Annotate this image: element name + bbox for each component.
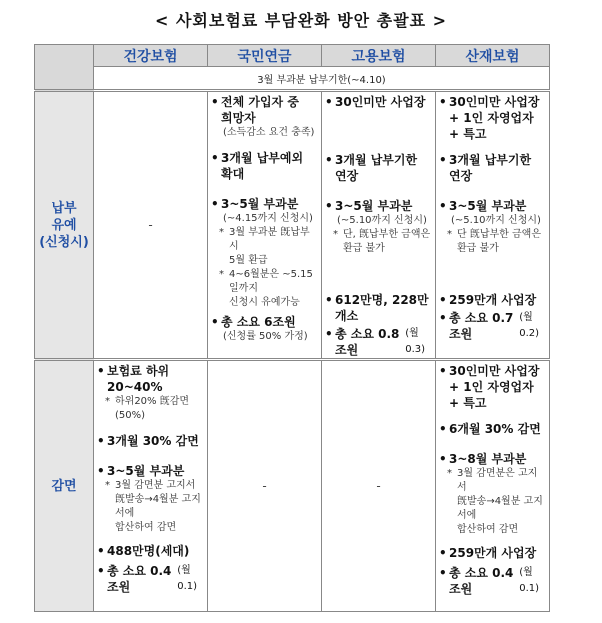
deadline-note: 3월 부과분 납부기한(~4.10) <box>94 67 550 91</box>
reduction-employment: - <box>322 360 436 612</box>
reduction-health: • 보험료 하위 20~40% * 하위20% 旣감면(50%) • 3개월 30% 감면 • 3~5월 부과분 * 3월 감면분 고지서 旣발송→4월분 고지서에 합산하여 감면 • 488만명(세대) • 총 소요 0.4조원 (월0.1) <box>94 360 208 612</box>
reduction-pension: - <box>208 360 322 612</box>
reduction-row <box>35 360 550 612</box>
row-label-deferral: 납부 유예 (신청시) <box>35 91 94 360</box>
deferral-employment: • 30인미만 사업장 • 3개월 납부기한 연장 • 3~5월 부과분 (~5.10까지 신청시) * 단, 旣납부한 금액은 환급 불가 • 612만명, 228만개소 • 총 소요 0.8조원 (월0.3) <box>322 91 436 360</box>
summary-table <box>34 44 550 612</box>
header-pension: 국민연금 <box>208 45 322 67</box>
deferral-accident: • 30인미만 사업장 + 1인 자영업자 + 특고 • 3개월 납부기한 연장 • 3~5월 부과분 (~5.10까지 신청시) * 단 旣납부한 금액은 환급 불가 • 259만개 사업장 • 총 소요 0.7조원 (월0.2) <box>436 91 550 360</box>
deferral-health: - <box>94 91 208 360</box>
deadline-row <box>35 67 550 91</box>
header-accident: 산재보험 <box>436 45 550 67</box>
reduction-accident: • 30인미만 사업장 + 1인 자영업자 + 특고 • 6개월 30% 감면 • 3~8월 부과분 * 3월 감면분은 고지서 旣발송→4월분 고지서에 합산하여 감면 • 259만개 사업장 • 총 소요 0.4조원 (월0.1) <box>436 360 550 612</box>
header-health: 건강보험 <box>94 45 208 67</box>
header-employment: 고용보험 <box>322 45 436 67</box>
deferral-pension: • 전체 가입자 중 희망자 (소득감소 요건 충족) • 3개월 납부예외 확대 • 3~5월 부과분 (~4.15까지 신청시) * 3월 부과분 旣납부시 5월 환급 * 4~6월분은 ~5.15일까지 신청시 유예가능 • 총 소요 6조원 (신청률 50% 가정) <box>208 91 322 360</box>
header-row <box>35 45 550 67</box>
corner-cell <box>35 45 94 91</box>
row-label-reduction: 감면 <box>35 360 94 612</box>
page-title: < 사회보험료 부담완화 방안 총괄표 > <box>154 11 448 30</box>
deferral-row <box>35 91 550 360</box>
